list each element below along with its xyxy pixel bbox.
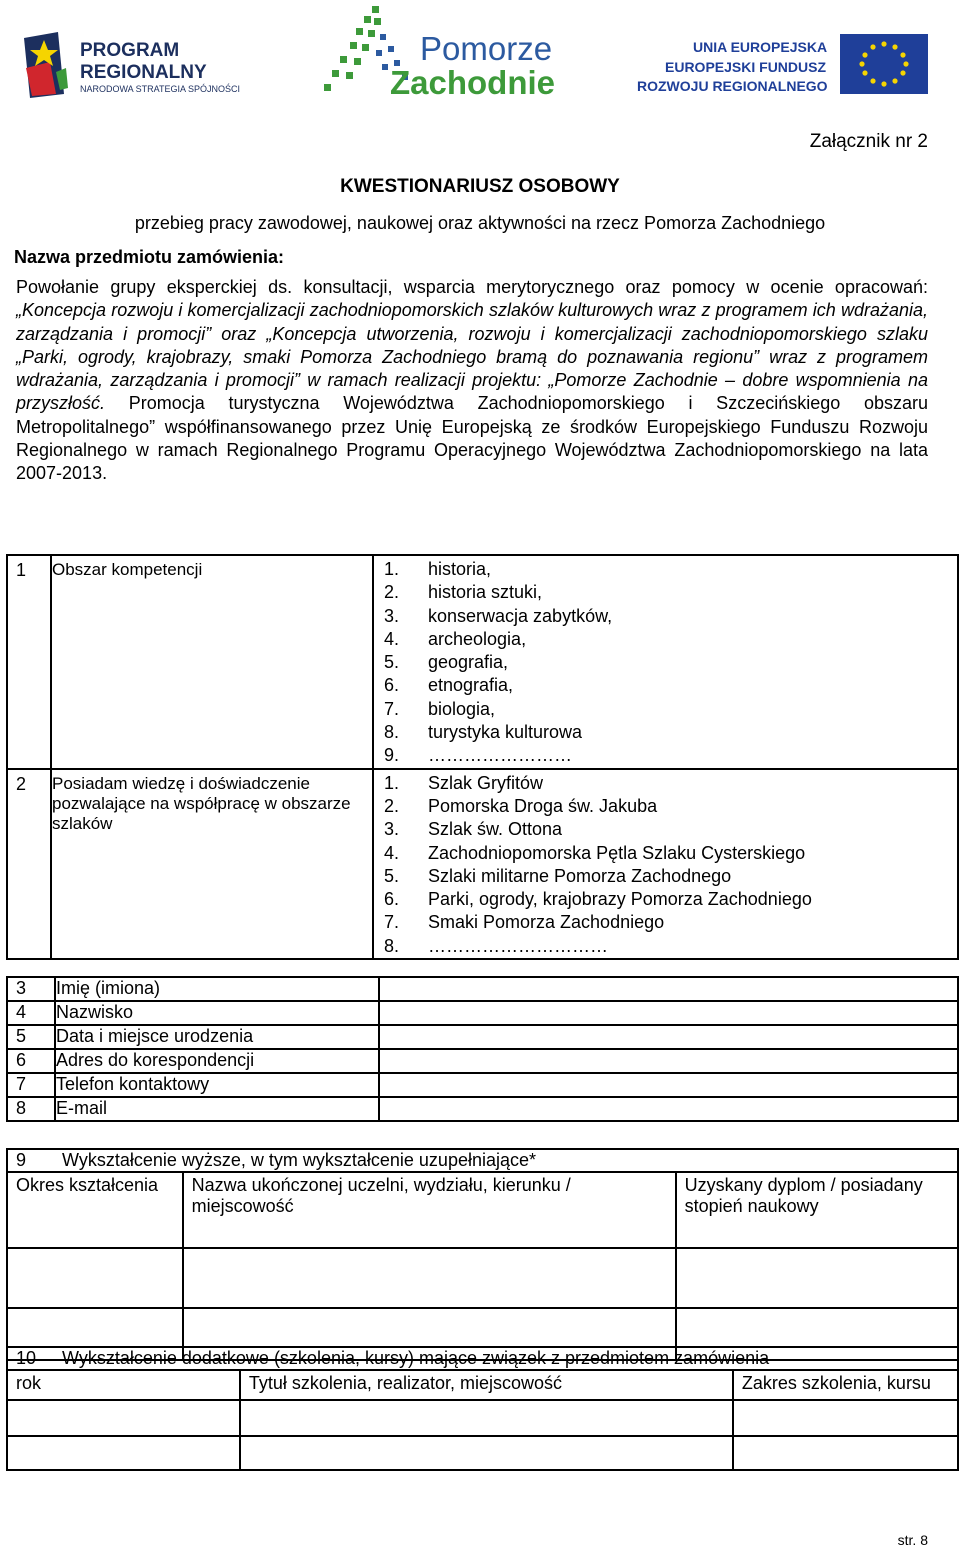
address-field[interactable] [379,1049,958,1073]
degree-field[interactable] [676,1248,958,1308]
row-label: E-mail [55,1097,379,1121]
subject-description [16,276,928,486]
para-lead: Powołanie grupy eksperckiej ds. konsultacji, wsparcia merytorycznego oraz pomocy w ocenie opracowań: [16,277,928,297]
year-field[interactable] [7,1436,240,1470]
row-number: 1 [7,555,51,769]
list-item[interactable]: 2. Pomorska Droga św. Jakuba [384,795,658,816]
list-item[interactable]: 2. historia sztuki, [384,582,543,603]
training-title-field[interactable] [240,1400,733,1436]
page-subtitle: przebieg pracy zawodowej, naukowej oraz aktywności na rzecz Pomorza Zachodniego [134,213,826,233]
row-label: Telefon kontaktowy [55,1073,379,1097]
row-number: 5 [7,1025,55,1049]
column-header: Tytuł szkolenia, realizator, miejscowość [240,1370,733,1400]
row-number: 4 [7,1001,55,1025]
column-header: Okres kształcenia [7,1172,183,1248]
row-label: Adres do korespondencji [55,1049,379,1073]
row-number: 9 [7,1149,54,1172]
last-name-field[interactable] [379,1001,958,1025]
row-label: Obszar kompetencji [51,555,373,769]
higher-education-table [6,1148,959,1361]
training-scope-field[interactable] [733,1400,958,1436]
ue-line2: EUROPEJSKI FUNDUSZ [665,59,827,75]
table-row [7,1248,958,1308]
ue-line1: UNIA EUROPEJSKA [693,39,828,55]
education-period-field[interactable] [7,1248,183,1308]
table-row [7,1347,958,1370]
row-number: 7 [7,1073,55,1097]
row-label: Nazwisko [55,1001,379,1025]
row-number: 6 [7,1049,55,1073]
eu-emblem [635,30,935,100]
competence-options[interactable] [373,555,958,769]
training-title-field[interactable] [240,1436,733,1470]
pr-line3: NARODOWA STRATEGIA SPÓJNOŚCI [80,84,241,94]
row-label: Data i miejsce urodzenia [55,1025,379,1049]
ue-line3: ROZWOJU REGIONALNEGO [637,78,828,94]
email-field[interactable] [379,1097,958,1121]
trail-options[interactable] [373,769,958,959]
list-item[interactable]: 5. Szlaki militarne Pomorza Zachodnego [384,865,732,886]
program-regionalny-logo [20,28,260,103]
table-row [7,1025,958,1049]
list-item[interactable]: 7. Smaki Pomorza Zachodniego [384,912,665,933]
list-item[interactable]: 4. Zachodniopomorska Pętla Szlaku Cysterskiego [384,842,806,863]
birth-field[interactable] [379,1025,958,1049]
row-label: Posiadam wiedzę i doświadczenie pozwalające na współpracę w obszarze szlaków [51,769,373,959]
list-item[interactable]: 3. konserwacja zabytków, [384,605,613,626]
table-row [7,1049,958,1073]
column-header: Zakres szkolenia, kursu [733,1370,958,1400]
table-row [7,1149,958,1172]
list-item[interactable]: 6. Parki, ogrody, krajobrazy Pomorza Zachodniego [384,889,812,910]
list-item[interactable]: 1. historia, [384,559,492,579]
section-heading: Wykształcenie wyższe, w tym wykształcenie uzupełniające* [54,1149,958,1172]
list-item[interactable]: 8. ………………………… [384,935,608,956]
row-number: 3 [7,977,55,1001]
table-row [7,769,958,959]
pz-line1: Pomorze [420,30,553,67]
university-field[interactable] [183,1248,676,1308]
pomorze-zachodnie-logo [320,2,570,102]
pz-line2: Zachodnie [390,64,556,101]
training-scope-field[interactable] [733,1436,958,1470]
list-item[interactable]: 8. turystyka kulturowa [384,722,583,743]
column-header: Uzyskany dyplom / posiadany stopień naukowy [676,1172,958,1248]
column-header: rok [7,1370,240,1400]
section-heading: Wykształcenie dodatkowe (szkolenia, kursy) mające związek z przedmiotem zamówienia [54,1347,958,1370]
list-item[interactable]: 1. Szlak Gryfitów [384,772,544,793]
list-item[interactable]: 3. Szlak św. Ottona [384,819,563,840]
row-number: 10 [7,1347,54,1370]
page-title: KWESTIONARIUSZ OSOBOWY [340,176,620,197]
row-number: 2 [7,769,51,959]
table-header-row [7,1370,958,1400]
para-tail: Promocja turystyczna Województwa Zachodniopomorskiego i Szczecińskiego obszaru Metropolitalnego” współfinansowanego przez Unię Europejską ze środków Europejskiego Funduszu Rozwoju Regionalnego w ramach Regionalnego Programu Operacyjnego Województwa Zachodniopomorskiego na lata 2007-2013. [16,393,928,484]
year-field[interactable] [7,1400,240,1436]
list-item[interactable]: 6. etnografia, [384,675,514,696]
table-row [7,1097,958,1121]
table-row [7,555,958,769]
list-item[interactable]: 4. archeologia, [384,628,527,649]
pr-line2: REGIONALNY [80,62,207,83]
pr-line1: PROGRAM [80,40,180,61]
row-number: 8 [7,1097,55,1121]
phone-field[interactable] [379,1073,958,1097]
table-row [7,1400,958,1436]
table-header-row [7,1172,958,1248]
table-row [7,1001,958,1025]
para-italic: „Koncepcja rozwoju i komercjalizacji zachodniopomorskich szlaków kulturowych wraz z programem ich wdrażania, zarządzania i promocji” oraz „Koncepcja utworzenia, rozwoju i komercjalizacji zachodniopomorskiego szlaku „Parki, ogrody, krajobrazy, smaki Pomorza Zachodniego bramą do poznawania regionu” wraz z programem wdrażania, zarządzania i promocji” w ramach realizacji projektu: „Pomorze Zachodnie – dobre wspomnienia na przyszłość. [16,300,928,414]
additional-education-table [6,1346,959,1471]
list-item[interactable]: 7. biologia, [384,698,496,719]
competence-table [6,554,959,960]
attachment-label: Załącznik nr 2 [809,131,928,152]
table-row [7,977,958,1001]
column-header: Nazwa ukończonej uczelni, wydziału, kierunku / miejscowość [183,1172,676,1248]
list-item[interactable]: 9. …………………… [384,745,572,766]
personal-data-table [6,976,959,1122]
program-regionalny-emblem [20,28,260,103]
unia-europejska-logo [635,30,935,100]
table-row [7,1436,958,1470]
pomorze-zachodnie-emblem [320,2,570,102]
row-label: Imię (imiona) [55,977,379,1001]
first-name-field[interactable] [379,977,958,1001]
page-number: str. 8 [897,1532,928,1548]
subject-label: Nazwa przedmiotu zamówienia: [14,247,285,267]
list-item[interactable]: 5. geografia, [384,652,509,673]
table-row [7,1073,958,1097]
